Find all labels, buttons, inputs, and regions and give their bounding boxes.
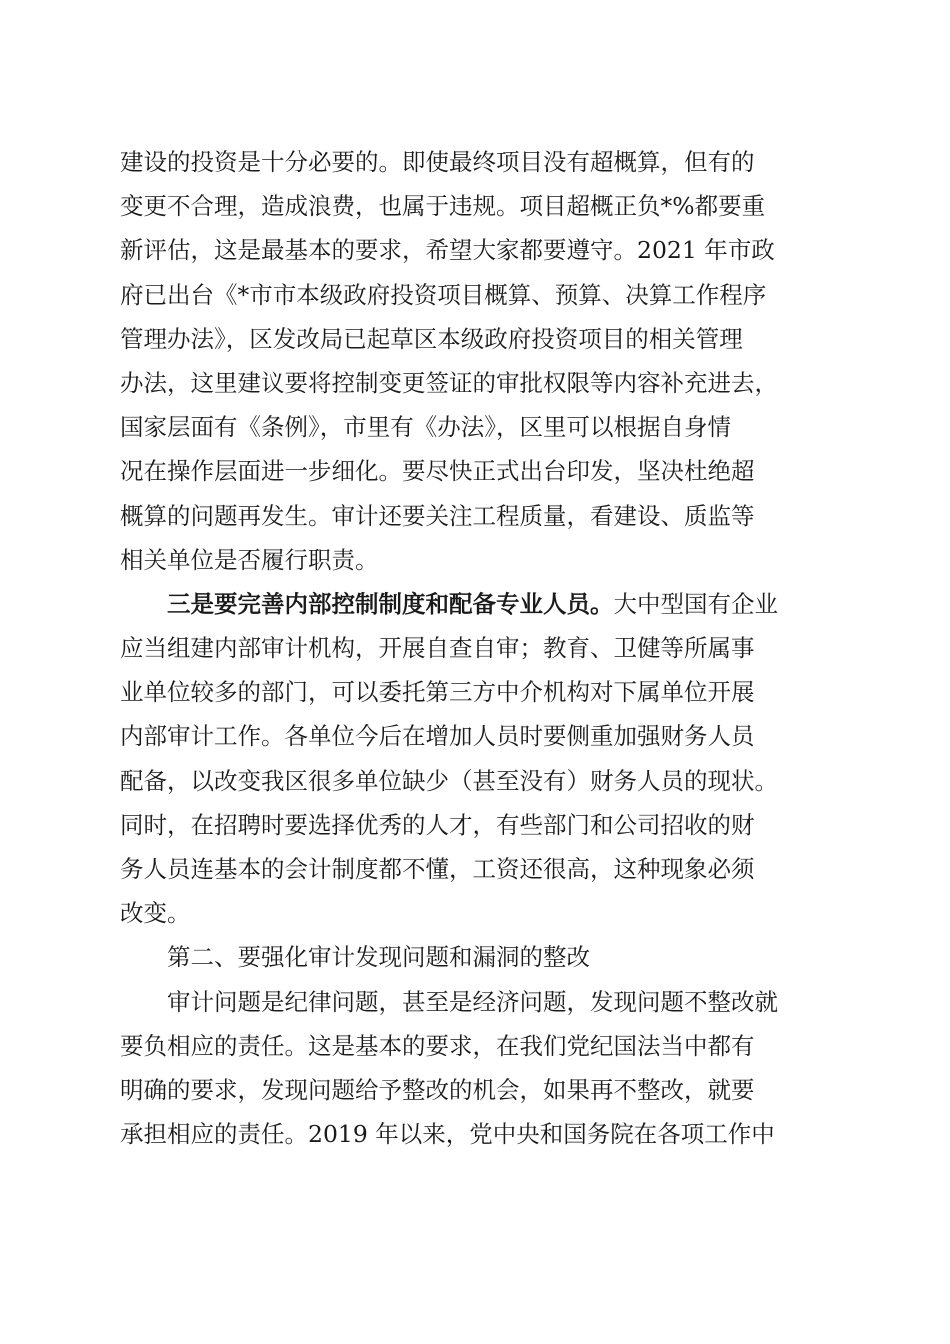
- text-line: 务人员连基本的会计制度都不懂，工资还很高，这种现象必须: [120, 855, 755, 883]
- text-line: 建设的投资是十分必要的。即使最终项目没有超概算，但有的: [120, 148, 755, 176]
- text-line: 府已出台《*市市本级政府投资项目概算、预算、决算工作程序: [120, 280, 767, 309]
- paragraph-first-line: [120, 582, 840, 626]
- section-heading: 第二、要强化审计发现问题和漏洞的整改: [167, 943, 590, 972]
- bold-lead-sentence: 三是要完善内部控制制度和配备专业人员。: [167, 589, 614, 618]
- text-line: 内部审计工作。各单位今后在增加人员时要侧重加强财务人员: [120, 722, 755, 751]
- text-line: 国家层面有《条例》，市里有《办法》，区里可以根据自身情: [120, 413, 731, 442]
- text-line: 新评估，这是最基本的要求，希望大家都要遵守。2021 年市政: [120, 236, 775, 265]
- text-line: 审计问题是纪律问题，甚至是经济问题，发现问题不整改就: [167, 987, 778, 1016]
- text-line: 变更不合理，造成浪费，也属于违规。项目超概正负*%都要重: [120, 192, 766, 221]
- document-body: [120, 140, 840, 1156]
- text-line: 办法，这里建议要将控制变更签证的审批权限等内容补充进去，: [120, 368, 778, 397]
- text-line: 应当组建内部审计机构，开展自查自审；教育、卫健等所属事: [120, 634, 755, 663]
- text-line: 况在操作层面进一步细化。要尽快正式出台印发，坚决杜绝超: [120, 457, 755, 486]
- text-line: 明确的要求，发现问题给予整改的机会，如果再不整改，就要: [120, 1075, 755, 1104]
- text-line: 配备，以改变我区很多单位缺少（甚至没有）财务人员的现状。: [120, 766, 778, 795]
- text-line: 管理办法》，区发改局已起草区本级政府投资项目的相关管理: [120, 324, 743, 353]
- text-line: 要负相应的责任。这是基本的要求，在我们党纪国法当中都有: [120, 1031, 755, 1060]
- text-line: 改变。: [120, 899, 191, 928]
- lead-continuation: 大中型国有企业: [613, 589, 778, 618]
- text-line: 业单位较多的部门，可以委托第三方中介机构对下属单位开展: [120, 678, 755, 707]
- text-line: 概算的问题再发生。审计还要关注工程质量，看建设、质监等: [120, 501, 755, 530]
- text-line: 相关单位是否履行职责。: [120, 545, 379, 574]
- text-line: 同时，在招聘时要选择优秀的人才，有些部门和公司招收的财: [120, 810, 755, 839]
- text-line: 承担相应的责任。2019 年以来，党中央和国务院在各项工作中: [120, 1120, 775, 1149]
